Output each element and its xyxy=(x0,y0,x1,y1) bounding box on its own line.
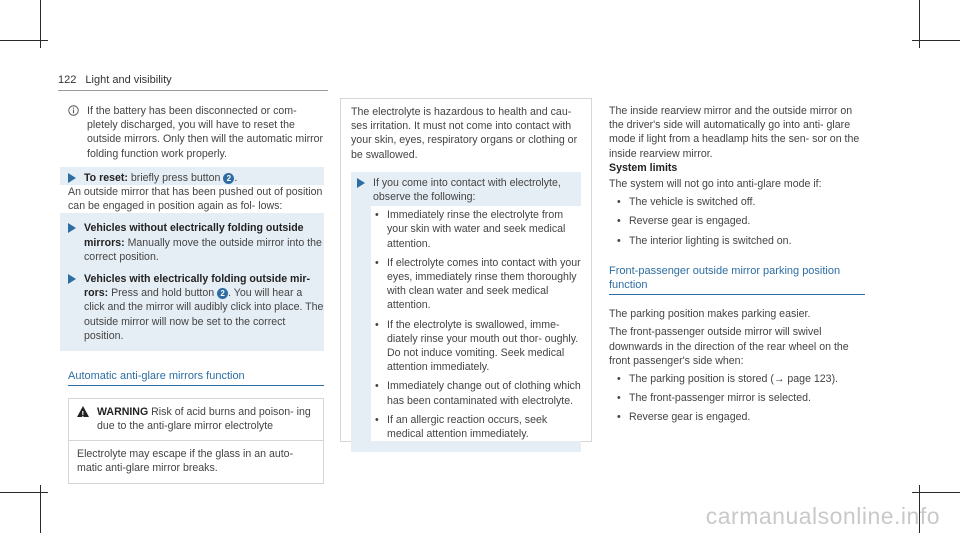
list-item: • Immediately rinse the electrolyte from your skin with water and seek medical attention. xyxy=(387,208,581,251)
warning-continuation xyxy=(340,98,592,442)
left-column xyxy=(68,104,324,484)
step-arrow-icon xyxy=(68,274,76,284)
header-divider xyxy=(58,90,328,91)
note-text: If the battery has been disconnected or com- pletely discharged, you will have to reset the outside mirrors. Only then will the automatic mirror folding function work properly. xyxy=(87,105,324,160)
step-arrow-icon xyxy=(357,178,365,188)
warning-label: WARNING xyxy=(97,406,149,419)
section-title: Light and visibility xyxy=(85,74,172,86)
page-header xyxy=(58,74,172,86)
right-column xyxy=(609,104,865,430)
step-without-electric xyxy=(68,221,324,264)
warning-icon: ! xyxy=(77,406,89,417)
reset-label: To reset: xyxy=(84,171,128,184)
crop-mark xyxy=(0,492,48,493)
list-item: • If electrolyte comes into contact with your eyes, immediately rinse them thoroughly with clean water and seek medical attention. xyxy=(387,256,581,313)
crop-mark xyxy=(912,492,960,493)
step-with-electric xyxy=(68,272,324,343)
list-item: • The parking position is stored (→ page 123). xyxy=(629,372,865,386)
list-item: • Immediately change out of clothing which has been contaminated with electrolyte. xyxy=(387,379,581,407)
list-item: • The interior lighting is switched on. xyxy=(629,234,865,248)
button-2-icon: 2 xyxy=(217,288,228,299)
warning-box xyxy=(68,398,324,484)
list-item: • The front-passenger mirror is selected. xyxy=(629,391,865,405)
list-item: • If an allergic reaction occurs, seek medical attention immediately. xyxy=(387,413,581,441)
limits-intro: The system will not go into anti-glare mode if: xyxy=(609,178,822,191)
limits-list xyxy=(609,195,865,248)
warning-header xyxy=(69,399,323,440)
step1-text: Manually move the outside mirror into the correct position. xyxy=(84,236,322,263)
warning-title: Risk of acid burns and poison- ing due to the anti-glare mirror electrolyte xyxy=(97,406,311,433)
procedure-block xyxy=(60,167,324,351)
first-aid-list xyxy=(371,206,581,441)
info-note xyxy=(68,104,324,167)
step1-label: Vehicles without electrically folding outside mirrors: xyxy=(84,222,304,249)
step-arrow-icon xyxy=(68,173,76,183)
middle-column xyxy=(340,98,592,442)
reset-explanation: An outside mirror that has been pushed out of position can be engaged in position again as fol- lows: xyxy=(60,185,324,213)
reset-step xyxy=(68,171,324,185)
crop-mark xyxy=(912,40,960,41)
section-heading: Front-passenger outside mirror parking position function xyxy=(609,264,865,295)
warning-body: Electrolyte may escape if the glass in an auto- matic anti-glare mirror breaks. xyxy=(77,447,294,474)
procedure-block xyxy=(351,172,581,452)
list-item: • Reverse gear is engaged. xyxy=(629,410,865,424)
step-arrow-icon xyxy=(68,223,76,233)
contact-step-text: If you come into contact with electrolyte, observe the following: xyxy=(373,176,561,204)
section-heading: Automatic anti-glare mirrors function xyxy=(68,369,324,386)
step2-text: Press and hold button xyxy=(108,287,218,300)
list-item: • Reverse gear is engaged. xyxy=(629,214,865,228)
page-number: 122 xyxy=(58,74,77,86)
parking-p1: The parking position makes parking easier. xyxy=(609,308,811,321)
button-2-icon: 2 xyxy=(223,173,234,184)
list-item: • If the electrolyte is swallowed, imme- diately rinse your mouth out thor- oughly. Do not induce vomiting. Seek medical attention immediately. xyxy=(387,318,581,375)
system-limits-heading: System limits xyxy=(609,161,678,174)
reset-text: briefly press button xyxy=(127,171,224,184)
antiglare-intro: The inside rearview mirror and the outside mirror on the driver's side will automatically go into anti- glare mode if light from a headlamp hits the sen- sor on the inside rearview mirror. xyxy=(609,105,860,160)
contact-step xyxy=(357,176,581,446)
watermark: carmanualsonline.info xyxy=(705,503,940,529)
step2-text-end: . You will hear a click and the mirror will audibly click into place. The outside mirror will now be set to the correct position. xyxy=(84,287,324,342)
list-item: • The vehicle is switched off. xyxy=(629,195,865,209)
conditions-list xyxy=(609,372,865,425)
crop-mark xyxy=(0,40,48,41)
step2-label: Vehicles with electrically folding outside mir- rors: xyxy=(84,273,311,300)
parking-p2: The front-passenger outside mirror will swivel downwards in the direction of the rear wheel on the front passenger's side when: xyxy=(609,326,849,367)
reset-text-end: . xyxy=(234,171,238,184)
info-icon xyxy=(68,105,79,116)
electrolyte-intro: The electrolyte is hazardous to health and cau- ses irritation. It must not come into contact with your skin, eyes, respiratory organs or clothing or be swallowed. xyxy=(351,106,578,161)
